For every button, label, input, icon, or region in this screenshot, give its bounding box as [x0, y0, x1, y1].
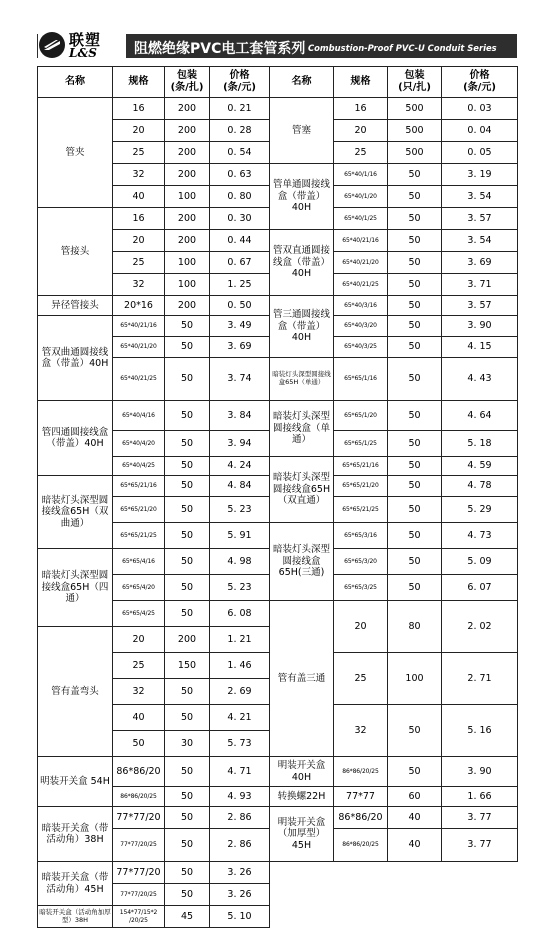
right-spec-cell: 65*65/1/25 [334, 431, 388, 457]
right-pack-cell: 50 [165, 884, 210, 906]
left-price-cell: 0. 80 [210, 186, 270, 208]
left-price-cell: 2. 86 [210, 829, 270, 862]
right-price-cell: 2. 02 [442, 601, 518, 653]
right-spec-cell: 65*40/21/16 [334, 230, 388, 252]
right-item-name: 暗装开关盒（带活动角）45H [38, 862, 113, 906]
col-name-header: 名称 [38, 67, 113, 98]
right-spec-cell: 25 [334, 653, 388, 705]
right-spec-cell: 65*65/21/20 [334, 476, 388, 497]
right-spec-cell: 86*86/20 [334, 807, 388, 829]
left-spec-cell: 86*86/20/25 [113, 787, 165, 807]
left-price-cell: 1. 21 [210, 627, 270, 653]
left-price-cell: 3. 74 [210, 358, 270, 401]
right-item-name: 明装开关盒40H [270, 757, 334, 787]
logo-english: L&S [69, 46, 97, 60]
right-spec-cell: 65*40/21/20 [334, 252, 388, 274]
table-row [38, 862, 518, 884]
left-price-cell: 0. 28 [210, 120, 270, 142]
left-pack-cell: 200 [165, 230, 210, 252]
right-pack-cell: 50 [388, 549, 442, 575]
right-price-cell: 3. 69 [442, 252, 518, 274]
left-price-cell: 3. 94 [210, 431, 270, 457]
right-spec-cell: 86*86/20/25 [334, 829, 388, 862]
left-pack-cell: 200 [165, 296, 210, 316]
left-pack-cell: 50 [165, 575, 210, 601]
left-spec-cell: 65*40/21/16 [113, 316, 165, 337]
col-pack-header: 包装 (条/扎) [165, 67, 210, 98]
left-price-cell: 4. 93 [210, 787, 270, 807]
left-spec-cell: 32 [113, 164, 165, 186]
left-pack-cell: 200 [165, 98, 210, 120]
left-pack-cell: 100 [165, 274, 210, 296]
right-price-cell: 0. 04 [442, 120, 518, 142]
right-pack-cell: 40 [388, 829, 442, 862]
right-price-cell: 3. 77 [442, 829, 518, 862]
left-pack-cell: 50 [165, 787, 210, 807]
right-pack-cell: 50 [388, 230, 442, 252]
left-spec-cell: 77*77/20/25 [113, 829, 165, 862]
right-price-cell: 0. 03 [442, 98, 518, 120]
left-pack-cell: 50 [165, 757, 210, 787]
table-row [38, 296, 518, 316]
table-row [38, 401, 518, 431]
right-spec-cell: 77*77/20 [113, 862, 165, 884]
brand-logo [38, 29, 126, 61]
right-spec-cell: 77*77/20/25 [113, 884, 165, 906]
left-price-cell: 0. 63 [210, 164, 270, 186]
right-price-cell: 0. 05 [442, 142, 518, 164]
left-spec-cell: 40 [113, 705, 165, 731]
left-spec-cell: 16 [113, 208, 165, 230]
table-row [38, 757, 518, 787]
right-spec-cell: 154*77/15*2 /20/25 [113, 906, 165, 928]
right-pack-cell: 40 [388, 807, 442, 829]
col-spec-header-right: 规格 [334, 67, 388, 98]
table-header-row [38, 67, 518, 98]
left-spec-cell: 65*40/4/16 [113, 401, 165, 431]
right-pack-cell: 50 [388, 252, 442, 274]
left-pack-cell: 200 [165, 142, 210, 164]
right-spec-cell: 65*40/1/20 [334, 186, 388, 208]
left-pack-cell: 100 [165, 252, 210, 274]
left-price-cell: 5. 73 [210, 731, 270, 757]
right-pack-cell: 50 [388, 316, 442, 337]
right-spec-cell: 20 [334, 601, 388, 653]
col-pack-header-right: 包装 (只/扎) [388, 67, 442, 98]
right-price-cell: 5. 18 [442, 431, 518, 457]
left-pack-cell: 30 [165, 731, 210, 757]
col-price-header-right: 价格 (条/元) [442, 67, 518, 98]
ls-logo-icon [38, 31, 66, 59]
right-pack-cell: 500 [388, 142, 442, 164]
right-spec-cell: 16 [334, 98, 388, 120]
right-price-cell: 4. 73 [442, 523, 518, 549]
right-spec-cell: 65*40/3/25 [334, 337, 388, 358]
right-item-name: 明装开关盒（加厚型）45H [270, 807, 334, 862]
left-pack-cell: 50 [165, 316, 210, 337]
left-pack-cell: 50 [165, 431, 210, 457]
left-pack-cell: 50 [165, 807, 210, 829]
left-price-cell: 0. 50 [210, 296, 270, 316]
right-price-cell: 3. 54 [442, 230, 518, 252]
right-price-cell: 5. 16 [442, 705, 518, 757]
left-spec-cell: 25 [113, 142, 165, 164]
left-item-name: 暗装灯头深型圆接线盒65H（双曲通） [38, 476, 113, 549]
right-item-name: 暗装灯头深型圆接线盒（单通） [270, 401, 334, 457]
left-spec-cell: 65*65/4/20 [113, 575, 165, 601]
left-spec-cell: 65*65/4/25 [113, 601, 165, 627]
left-pack-cell: 200 [165, 120, 210, 142]
right-item-name: 管单通圆接线盒（带盖）40H [270, 164, 334, 230]
table-row [38, 906, 518, 928]
right-pack-cell: 100 [388, 653, 442, 705]
right-pack-cell: 50 [388, 401, 442, 431]
right-spec-cell: 65*65/21/25 [334, 497, 388, 523]
right-pack-cell: 50 [165, 862, 210, 884]
right-pack-cell: 500 [388, 98, 442, 120]
table-row [38, 98, 518, 120]
right-price-cell: 4. 43 [442, 358, 518, 401]
right-price-cell: 3. 90 [442, 757, 518, 787]
right-spec-cell: 77*77 [334, 787, 388, 807]
left-pack-cell: 50 [165, 337, 210, 358]
left-spec-cell: 65*65/21/20 [113, 497, 165, 523]
right-pack-cell: 60 [388, 787, 442, 807]
right-spec-cell: 20 [334, 120, 388, 142]
page-title: 阻燃绝缘PVC电工套管系列 [134, 41, 306, 57]
left-price-cell: 0. 30 [210, 208, 270, 230]
left-spec-cell: 65*65/21/25 [113, 523, 165, 549]
right-price-cell: 4. 15 [442, 337, 518, 358]
col-price-header: 价格 (条/元) [210, 67, 270, 98]
left-price-cell: 0. 67 [210, 252, 270, 274]
right-price-cell: 4. 59 [442, 457, 518, 476]
right-spec-cell: 32 [334, 705, 388, 757]
right-item-name: 暗装灯头深型圆接线盒65H(三通) [270, 523, 334, 601]
left-item-name: 暗装灯头深型圆接线盒65H（四通） [38, 549, 113, 627]
left-price-cell: 1. 46 [210, 653, 270, 679]
right-spec-cell: 65*40/1/16 [334, 164, 388, 186]
right-spec-cell: 65*40/3/16 [334, 296, 388, 316]
left-pack-cell: 50 [165, 549, 210, 575]
right-pack-cell: 50 [388, 523, 442, 549]
left-price-cell: 3. 84 [210, 401, 270, 431]
right-price-cell: 2. 71 [442, 653, 518, 705]
logo-chinese: 联塑 [69, 31, 102, 49]
right-price-cell: 5. 29 [442, 497, 518, 523]
right-item-name: 管塞 [270, 98, 334, 164]
left-price-cell: 4. 24 [210, 457, 270, 476]
left-spec-cell: 65*65/4/16 [113, 549, 165, 575]
right-pack-cell: 50 [388, 431, 442, 457]
left-pack-cell: 50 [165, 401, 210, 431]
right-pack-cell: 50 [388, 186, 442, 208]
left-price-cell: 2. 86 [210, 807, 270, 829]
right-item-name: 管有盖三通 [270, 601, 334, 757]
right-price-cell: 1. 66 [442, 787, 518, 807]
right-item-name: 管双直通圆接线盒（带盖）40H [270, 230, 334, 296]
right-price-cell: 3. 90 [442, 316, 518, 337]
left-price-cell: 4. 71 [210, 757, 270, 787]
right-price-cell: 3. 54 [442, 186, 518, 208]
left-spec-cell: 65*65/21/16 [113, 476, 165, 497]
right-pack-cell: 80 [388, 601, 442, 653]
right-spec-cell: 65*65/21/16 [334, 457, 388, 476]
page-subtitle: Combustion-Proof PVC-U Conduit Series [308, 43, 497, 53]
left-item-name: 管接头 [38, 208, 113, 296]
col-name-header-right: 名称 [270, 67, 334, 98]
left-price-cell: 5. 91 [210, 523, 270, 549]
left-pack-cell: 200 [165, 627, 210, 653]
left-spec-cell: 77*77/20 [113, 807, 165, 829]
left-pack-cell: 50 [165, 829, 210, 862]
right-pack-cell: 50 [388, 705, 442, 757]
left-price-cell: 0. 21 [210, 98, 270, 120]
right-spec-cell: 25 [334, 142, 388, 164]
left-spec-cell: 25 [113, 252, 165, 274]
right-spec-cell: 65*65/3/16 [334, 523, 388, 549]
right-item-name: 暗装灯头深型圆接线盒65H（双直通） [270, 457, 334, 523]
right-price-cell: 3. 71 [442, 274, 518, 296]
right-price-cell: 3. 26 [210, 884, 270, 906]
left-pack-cell: 50 [165, 679, 210, 705]
right-pack-cell: 50 [388, 757, 442, 787]
right-price-cell: 6. 07 [442, 575, 518, 601]
left-pack-cell: 50 [165, 705, 210, 731]
left-pack-cell: 50 [165, 476, 210, 497]
left-price-cell: 4. 21 [210, 705, 270, 731]
left-pack-cell: 200 [165, 164, 210, 186]
left-item-name: 管双曲通圆接线盒（带盖）40H [38, 316, 113, 401]
right-pack-cell: 50 [388, 497, 442, 523]
right-item-name: 管三通圆接线盒（带盖）40H [270, 296, 334, 358]
left-spec-cell: 50 [113, 731, 165, 757]
right-price-cell: 5. 10 [210, 906, 270, 928]
right-spec-cell: 65*65/1/16 [334, 358, 388, 401]
left-price-cell: 0. 44 [210, 230, 270, 252]
left-spec-cell: 65*40/21/20 [113, 337, 165, 358]
left-price-cell: 5. 23 [210, 575, 270, 601]
left-price-cell: 6. 08 [210, 601, 270, 627]
right-item-name: 转换螺22H [270, 787, 334, 807]
right-pack-cell: 50 [388, 164, 442, 186]
left-pack-cell: 50 [165, 358, 210, 401]
left-item-name: 管夹 [38, 98, 113, 208]
left-pack-cell: 150 [165, 653, 210, 679]
left-spec-cell: 40 [113, 186, 165, 208]
left-item-name: 管四通圆接线盒（带盖）40H [38, 401, 113, 476]
left-pack-cell: 50 [165, 601, 210, 627]
left-price-cell: 0. 54 [210, 142, 270, 164]
right-price-cell: 5. 09 [442, 549, 518, 575]
right-pack-cell: 50 [388, 476, 442, 497]
right-pack-cell: 50 [388, 575, 442, 601]
right-pack-cell: 50 [388, 457, 442, 476]
right-pack-cell: 500 [388, 120, 442, 142]
left-spec-cell: 20 [113, 627, 165, 653]
left-spec-cell: 32 [113, 679, 165, 705]
right-spec-cell: 65*40/1/25 [334, 208, 388, 230]
left-pack-cell: 100 [165, 186, 210, 208]
left-price-cell: 1. 25 [210, 274, 270, 296]
right-price-cell: 3. 57 [442, 208, 518, 230]
right-pack-cell: 50 [388, 208, 442, 230]
left-pack-cell: 200 [165, 208, 210, 230]
right-price-cell: 4. 78 [442, 476, 518, 497]
left-item-name: 管有盖弯头 [38, 627, 113, 757]
right-price-cell: 3. 26 [210, 862, 270, 884]
left-price-cell: 5. 23 [210, 497, 270, 523]
col-spec-header: 规格 [113, 67, 165, 98]
right-price-cell: 3. 77 [442, 807, 518, 829]
left-spec-cell: 65*40/21/25 [113, 358, 165, 401]
left-spec-cell: 65*40/4/20 [113, 431, 165, 457]
left-pack-cell: 50 [165, 497, 210, 523]
left-item-name: 异径管接头 [38, 296, 113, 316]
right-item-name: 暗装开关盒（活动角加厚型）38H [38, 906, 113, 928]
right-pack-cell: 50 [388, 274, 442, 296]
right-pack-cell: 45 [165, 906, 210, 928]
right-item-name: 暗装灯头深型圆接线盒65H（单通） [270, 358, 334, 401]
left-price-cell: 4. 98 [210, 549, 270, 575]
table-row [38, 807, 518, 829]
left-spec-cell: 20 [113, 120, 165, 142]
right-price-cell: 4. 64 [442, 401, 518, 431]
right-price-cell: 3. 19 [442, 164, 518, 186]
left-price-cell: 2. 69 [210, 679, 270, 705]
right-price-cell: 3. 57 [442, 296, 518, 316]
right-spec-cell: 86*86/20/25 [334, 757, 388, 787]
right-pack-cell: 50 [388, 358, 442, 401]
left-pack-cell: 50 [165, 523, 210, 549]
left-price-cell: 3. 49 [210, 316, 270, 337]
left-item-name: 明装开关盒 54H [38, 757, 113, 807]
left-spec-cell: 25 [113, 653, 165, 679]
left-spec-cell: 86*86/20 [113, 757, 165, 787]
left-item-name: 暗装开关盒（带活动角）38H [38, 807, 113, 862]
left-spec-cell: 16 [113, 98, 165, 120]
right-spec-cell: 65*40/21/25 [334, 274, 388, 296]
right-pack-cell: 50 [388, 296, 442, 316]
left-spec-cell: 20*16 [113, 296, 165, 316]
right-spec-cell: 65*40/3/20 [334, 316, 388, 337]
left-pack-cell: 50 [165, 457, 210, 476]
left-price-cell: 4. 84 [210, 476, 270, 497]
left-spec-cell: 32 [113, 274, 165, 296]
price-table [37, 66, 518, 928]
right-spec-cell: 65*65/1/20 [334, 401, 388, 431]
right-pack-cell: 50 [388, 337, 442, 358]
left-spec-cell: 65*40/4/25 [113, 457, 165, 476]
left-price-cell: 3. 69 [210, 337, 270, 358]
right-spec-cell: 65*65/3/20 [334, 549, 388, 575]
left-spec-cell: 20 [113, 230, 165, 252]
right-spec-cell: 65*65/3/25 [334, 575, 388, 601]
